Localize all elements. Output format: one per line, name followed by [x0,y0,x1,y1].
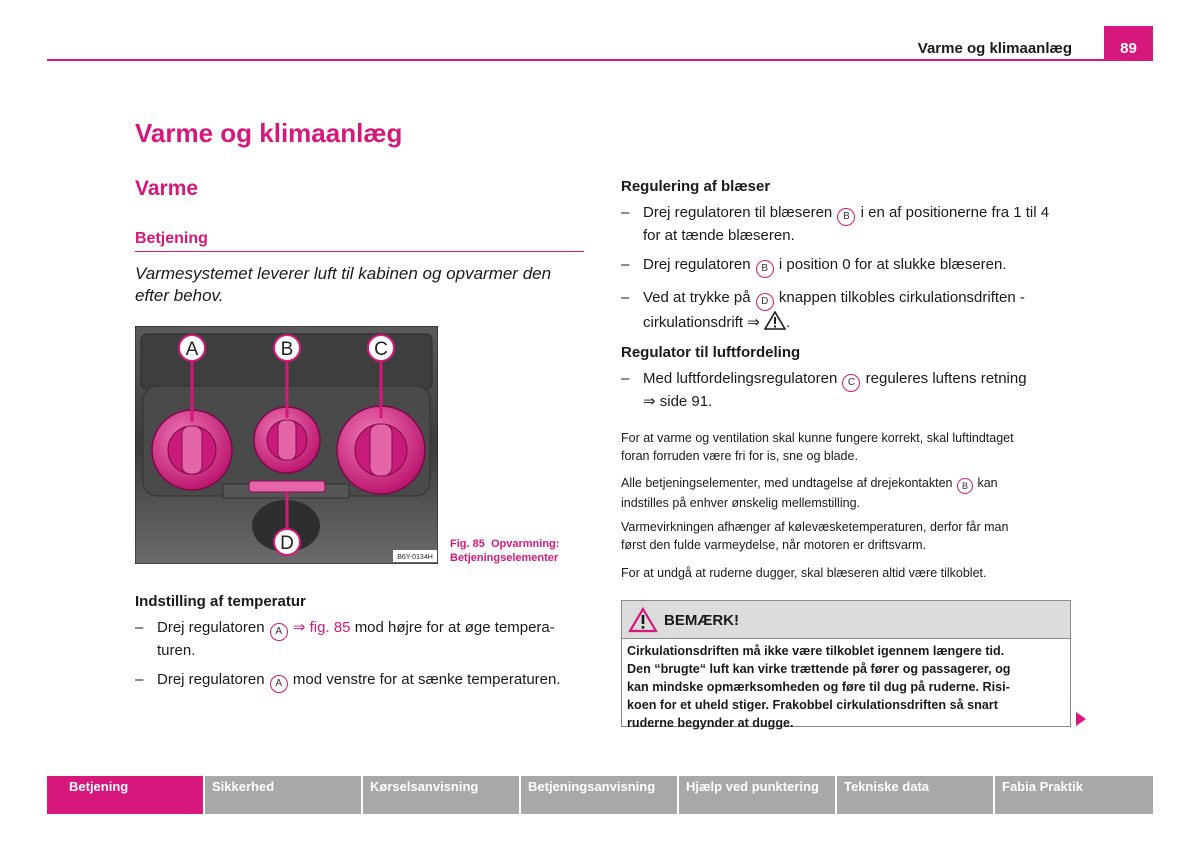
header-rule [47,59,1153,61]
next-page-arrow-icon[interactable] [1076,712,1086,726]
marker-d: D [756,293,774,311]
chapter-title: Varme og klimaanlæg [135,118,403,148]
footer-nav [47,776,1153,814]
marker-b: B [957,478,973,494]
callout-c: C [374,339,388,360]
page-91-link[interactable]: ⇒ side 91. [643,393,713,410]
paragraph-air-intake: For at varme og ventilation skal kunne fungere korrekt, skal luftindtaget foran forruden være fri for is, sne og blade. [621,431,1014,463]
figure-caption [450,537,559,565]
callout-a: A [185,339,199,360]
blower-bullet-2: – Drej regulatoren B i position 0 for at slukke blæseren. [621,255,1081,275]
warning-triangle-icon [628,607,658,633]
section-title: Varme [135,177,199,200]
tab-betjeningsanvisning[interactable]: Betjeningsanvisning [521,776,677,814]
subsection-rule [135,251,584,252]
figure-85 [135,326,438,564]
distribution-bullet-1: – Med luftfordelingsregulatoren C reguleres luftens retning ⇒ side 91. [621,370,1027,410]
marker-a: A [270,675,288,693]
page-number: 89 [1104,26,1153,60]
figure-code: B6Y-0134H [397,554,433,561]
callout-d: D [280,533,294,554]
tab-hjaelp-ved-punktering[interactable]: Hjælp ved punktering [679,776,835,814]
blower-heading: Regulering af blæser [621,178,771,195]
intro-text: Varmesystemet leverer luft til kabinen og opvarmer den efter behov. [135,264,552,305]
figure-caption-sub: Betjeningselementer [450,552,559,564]
tab-tekniske-data[interactable]: Tekniske data [837,776,993,814]
distribution-heading: Regulator til luftfordeling [621,344,801,361]
blower-bullet-3: – Ved at trykke på D knappen tilkobles cirkulationsdriften - cirkulationsdrift ⇒ . [621,289,1025,331]
marker-b: B [837,208,855,226]
warning-icon[interactable] [764,311,786,330]
tab-sikkerhed[interactable]: Sikkerhed [205,776,361,814]
figure-caption-title: Opvarmning: [490,538,560,550]
temperature-heading: Indstilling af temperatur [135,593,306,610]
temperature-bullet-1: – Drej regulatoren A ⇒ fig. 85 mod højre for at øge tempera- turen. [135,619,555,659]
tab-betjening[interactable]: Betjening [47,776,203,814]
paragraph-intermediate-positions: Alle betjeningselementer, med undtagelse af drejekontakten B kan indstilles på enhver ønskelig mellemstilling. [621,476,998,510]
warning-note-header [622,601,1070,639]
figure-caption-number: Fig. 85 [450,538,485,550]
tab-fabia-praktik[interactable]: Fabia Praktik [995,776,1153,814]
knob-c-distribution [337,406,425,494]
running-header-title: Varme og klimaanlæg [917,40,1072,57]
subsection-title: Betjening [135,230,208,247]
temperature-bullet-2: – Drej regulatoren A mod venstre for at sænke temperaturen. [135,670,585,690]
heater-controls-illustration [135,326,438,564]
marker-a: A [270,623,288,641]
warning-note-body: Cirkulationsdriften må ikke være tilkoblet igennem længere tid. Den “brugte“ luft kan virke trættende på fører og passagerer, og kan mindske opmærksomheden og føre til dug på ruderne. Risi- koen for et uheld stiger. Frakobbel cirkulationsdriften så snart ruderne begynder at dugge. [627,644,1011,730]
marker-c: C [842,374,860,392]
tab-korselsanvisning[interactable]: Kørselsanvisning [363,776,519,814]
callout-b: B [280,339,294,360]
fig-85-link[interactable]: ⇒ fig. 85 [292,619,351,636]
paragraph-fogging: For at undgå at ruderne dugger, skal blæseren altid være tilkoblet. [621,566,987,580]
blower-bullet-1: – Drej regulatoren til blæseren B i en af positionerne fra 1 til 4 for at tænde blæseren. [621,204,1050,244]
warning-note [621,600,1071,730]
paragraph-heat-output: Varmevirkningen afhænger af kølevæsketemperaturen, derfor får man først den fulde varmeydelse, når motoren er driftsvarm. [621,520,1009,552]
marker-b: B [756,260,774,278]
warning-note-title: BEMÆRK! [664,612,739,629]
